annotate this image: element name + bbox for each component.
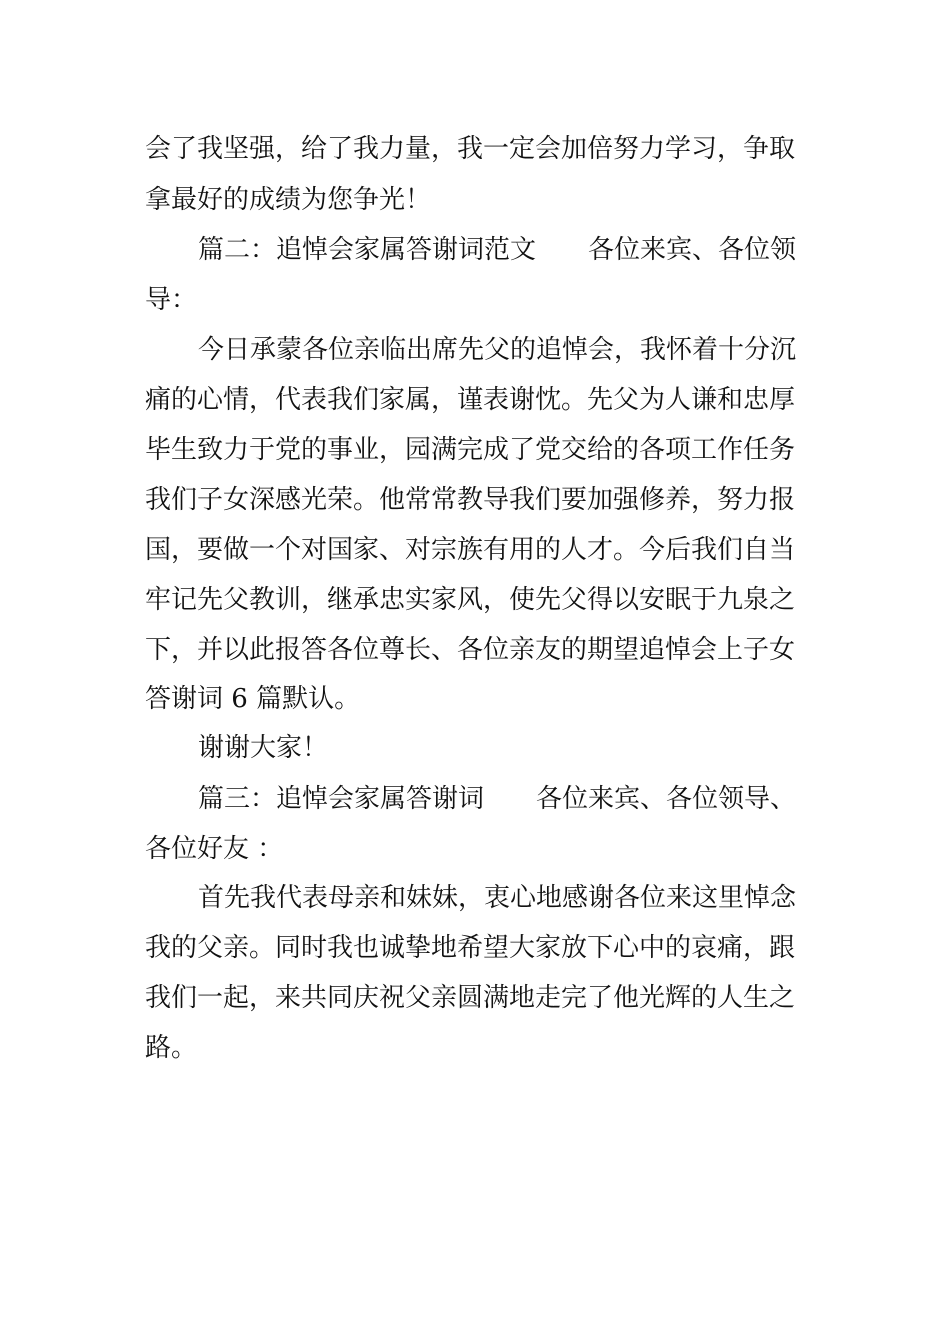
- text-line: 会了我坚强，给了我力量，我一定会加倍努力学习，争取: [145, 134, 796, 164]
- paragraph-start: 今日承蒙各位亲临出席先父的追悼会，我怀着十分沉: [198, 335, 797, 365]
- text-line: 我们子女深感光荣。他常常教导我们要加强修养，努力报: [145, 485, 796, 515]
- text-line: 我们一起，来共同庆祝父亲圆满地走完了他光辉的人生之: [145, 983, 796, 1013]
- paragraph-start: 谢谢大家！: [198, 733, 329, 763]
- paragraph-start: 首先我代表母亲和妹妹，衷心地感谢各位来这里悼念: [198, 883, 797, 913]
- text-line: 拿最好的成绩为您争光！: [145, 185, 432, 215]
- text-line: 国，要做一个对国家、对宗族有用的人才。今后我们自当: [145, 535, 796, 565]
- text-line: 牢记先父教训，继承忠实家风，使先父得以安眠于九泉之: [145, 585, 796, 615]
- text-line: 导：: [145, 285, 198, 315]
- text-line: 痛的心情，代表我们家属，谨表谢忱。先父为人谦和忠厚: [145, 385, 796, 415]
- section-heading-3: 篇三：追悼会家属答谢词 各位来宾、各位领导、: [198, 784, 797, 814]
- text-line: 我的父亲。同时我也诚挚地希望大家放下心中的哀痛，跟: [145, 933, 796, 963]
- section-heading-2: 篇二：追悼会家属答谢词范文 各位来宾、各位领: [198, 235, 797, 265]
- text-line: 路。: [145, 1033, 198, 1063]
- text-line: 各位好友 ：: [145, 834, 284, 864]
- text-line: 下，并以此报答各位尊长、各位亲友的期望追悼会上子女: [145, 635, 796, 665]
- text-line: 答谢词 6 篇默认。: [145, 684, 361, 714]
- text-line: 毕生致力于党的事业，园满完成了党交给的各项工作任务: [145, 435, 796, 465]
